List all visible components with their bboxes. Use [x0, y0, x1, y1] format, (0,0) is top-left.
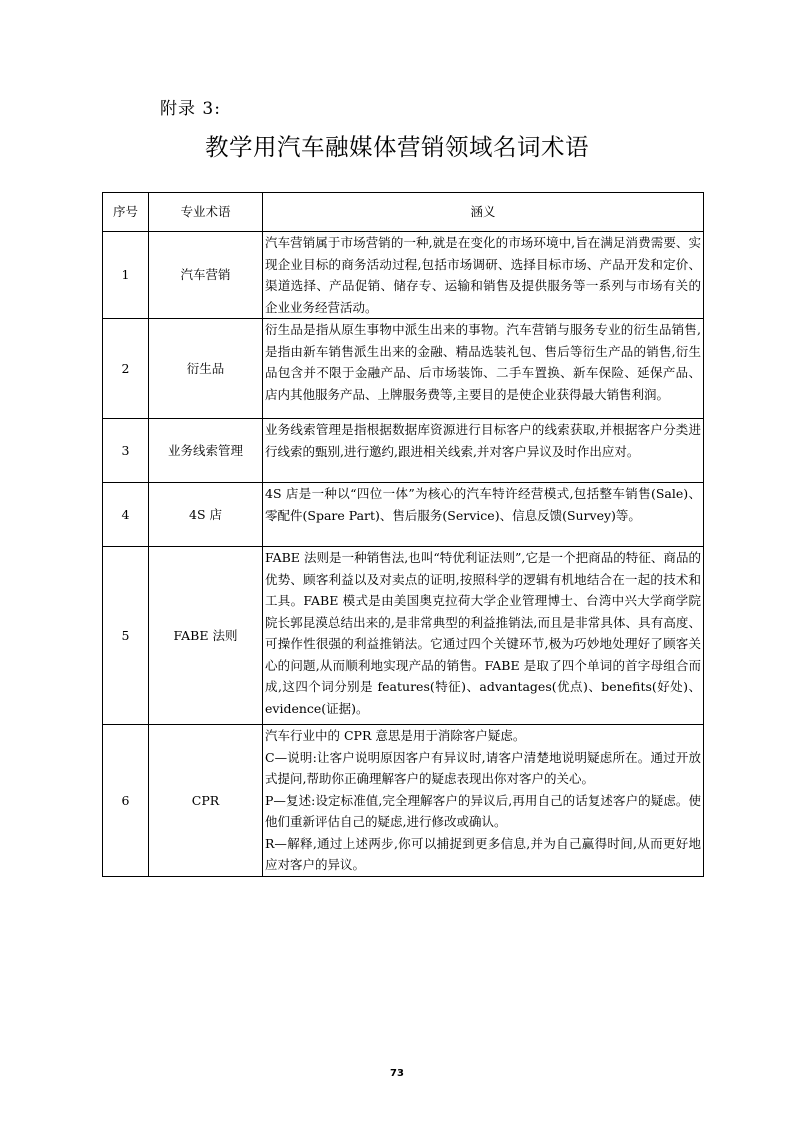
row-number: 6	[103, 725, 149, 877]
table-body	[103, 232, 704, 877]
meaning-paragraph: FABE 法则是一种销售法,也叫“特优利证法则”,它是一个把商品的特征、商品的优势、顾客利益以及对卖点的证明,按照科学的逻辑有机地结合在一起的技术和工具。FABE 模式是由美国奥克拉荷大学企业管理博士、台湾中兴大学商学院院长郭昆漠总结出来的,是非常典型的利益推销法,而且是非常具体、具有高度、可操作性很强的利益推销法。它通过四个关键环节,极为巧妙地处理好了顾客关心的问题,从而顺利地实现产品的销售。FABE 是取了四个单词的首字母组合而成,这四个词分别是 features(特征)、advantages(优点)、benefits(好处)、evidence(证据)。	[265, 550, 701, 716]
row-number: 4	[103, 483, 149, 547]
row-term: CPR	[149, 725, 263, 877]
row-term: 汽车营销	[149, 232, 263, 319]
meaning-paragraph: 衍生品是指从原生事物中派生出来的事物。汽车营销与服务专业的衍生品销售,是指由新车销售派生出来的金融、精品选装礼包、售后等衍生产品的销售,衍生品包含并不限于金融产品、后市场装饰、二手车置换、新车保险、延保产品、店内其他服务产品、上牌服务费等,主要目的是使企业获得最大销售利润。	[265, 322, 701, 402]
meaning-paragraph: P—复述:设定标准值,完全理解客户的异议后,再用自己的话复述客户的疑虑。使他们重新评估自己的疑虑,进行修改或确认。	[265, 792, 701, 829]
meaning-paragraph: R—解释,通过上述两步,你可以捕捉到更多信息,并为自己赢得时间,从而更好地应对客户的异议。	[265, 835, 701, 872]
row-term: 4S 店	[149, 483, 263, 547]
header-number: 序号	[103, 193, 149, 232]
meaning-paragraph: 汽车行业中的 CPR 意思是用于消除客户疑虑。	[265, 728, 526, 743]
page-number: 73	[390, 1068, 404, 1079]
terms-table	[102, 192, 704, 877]
row-term: 业务线索管理	[149, 419, 263, 483]
row-number: 1	[103, 232, 149, 319]
meaning-paragraph: 4S 店是一种以“四位一体”为核心的汽车特许经营模式,包括整车销售(Sale)、零配件(Spare Part)、售后服务(Service)、信息反馈(Survey)等。	[265, 486, 701, 523]
row-term: FABE 法则	[149, 547, 263, 725]
row-number: 5	[103, 547, 149, 725]
appendix-label: 附录 3:	[160, 99, 221, 119]
table-header-row	[103, 193, 704, 232]
table-row	[103, 547, 704, 725]
table-row	[103, 725, 704, 877]
row-meaning	[263, 725, 704, 877]
table-row	[103, 232, 704, 319]
row-meaning	[263, 419, 704, 483]
row-number: 2	[103, 319, 149, 419]
row-meaning	[263, 232, 704, 319]
header-term: 专业术语	[149, 193, 263, 232]
meaning-paragraph: C—说明:让客户说明原因客户有异议时,请客户清楚地说明疑虑所在。通过开放式提问,帮助你正确理解客户的疑虑表现出你对客户的关心。	[265, 749, 701, 786]
table-row	[103, 319, 704, 419]
table-row	[103, 419, 704, 483]
row-meaning	[263, 483, 704, 547]
row-meaning	[263, 319, 704, 419]
meaning-paragraph: 业务线索管理是指根据数据库资源进行目标客户的线索获取,并根据客户分类进行线索的甄别,进行邀约,跟进相关线索,并对客户异议及时作出应对。	[265, 422, 701, 459]
row-term: 衍生品	[149, 319, 263, 419]
page-title: 教学用汽车融媒体营销领域名词术语	[205, 133, 589, 161]
row-number: 3	[103, 419, 149, 483]
header-meaning: 涵义	[263, 193, 704, 232]
row-meaning	[263, 547, 704, 725]
table-row	[103, 483, 704, 547]
meaning-paragraph: 汽车营销属于市场营销的一种,就是在变化的市场环境中,旨在满足消费需要、实现企业目标的商务活动过程,包括市场调研、选择目标市场、产品开发和定价、渠道选择、产品促销、储存专、运输和销售及提供服务等一系列与市场有关的企业业务经营活动。	[265, 235, 701, 315]
